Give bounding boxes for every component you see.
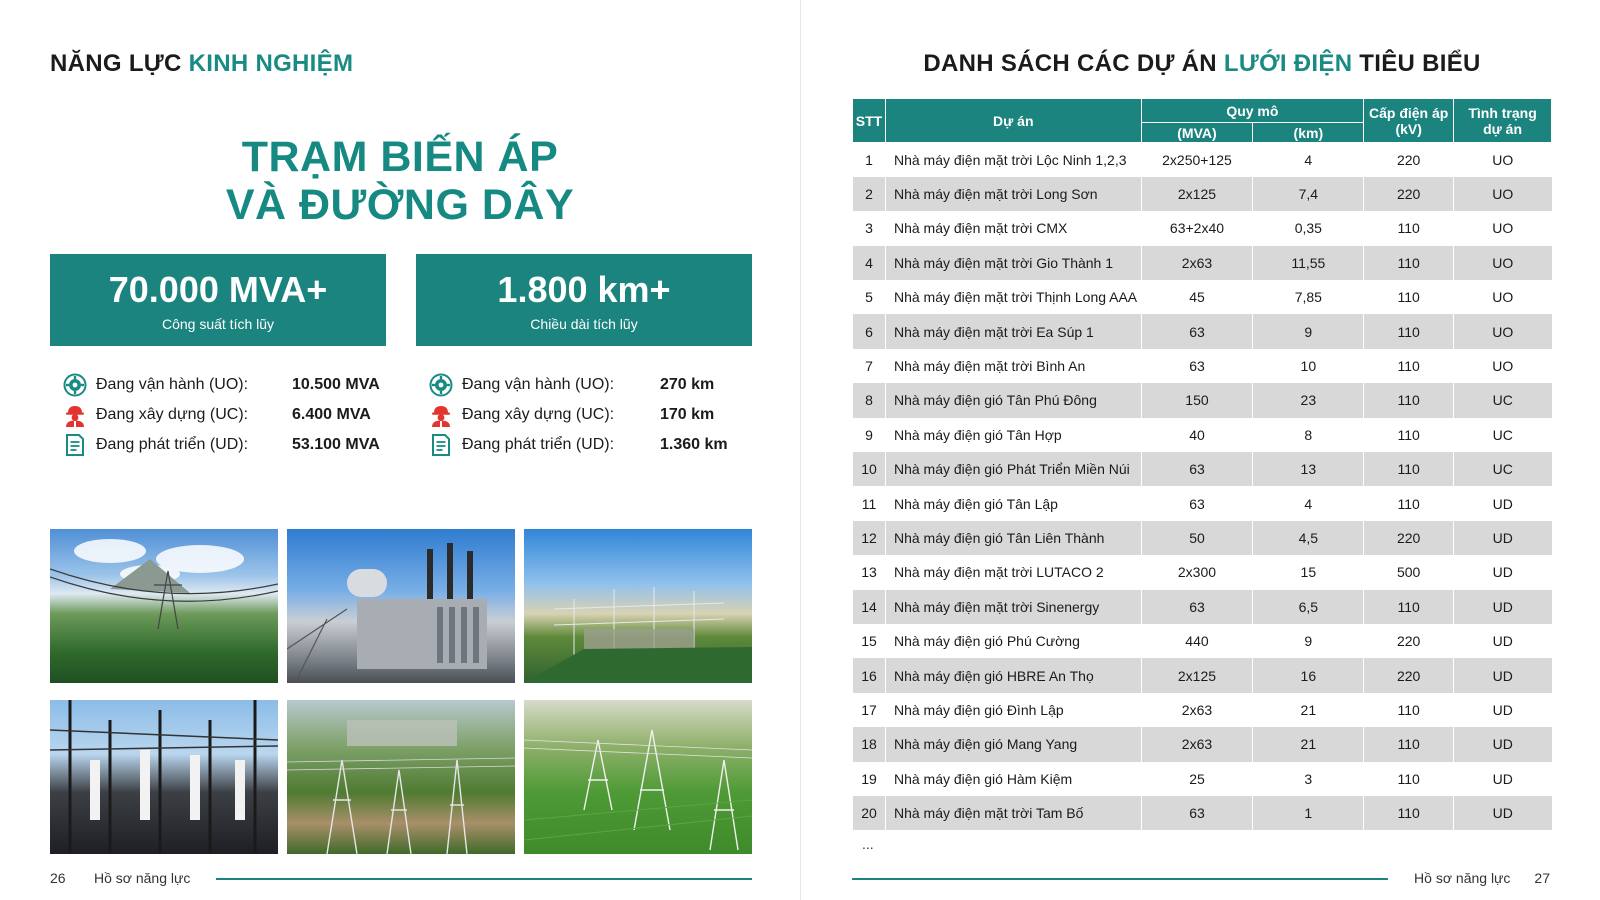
cell-stt: 2 [853,177,886,211]
footer-text: Hồ sơ năng lực [1414,870,1511,886]
section-title-part1: NĂNG LỰC [50,50,189,77]
cell-stt: 10 [853,452,886,486]
cell-km: 11,55 [1253,246,1364,280]
cell-voltage: 500 [1364,555,1454,589]
cell-mva: 2x63 [1141,693,1253,727]
cell-km: 6,5 [1253,590,1364,624]
cell-status: UD [1454,555,1552,589]
header-voltage [1364,99,1454,143]
cell-mva: 63 [1141,796,1253,830]
cell-voltage: 110 [1364,383,1454,417]
cell-status: UO [1454,280,1552,314]
cell-status: UD [1454,624,1552,658]
stat-box-label: Công suất tích lũy [161,316,275,332]
table-more-indicator: ... [862,836,874,852]
cell-mva: 440 [1141,624,1253,658]
cell-project-name: Nhà máy điện mặt trời Bình An [885,349,1141,383]
table-header-row [853,99,1552,123]
cell-stt: 11 [853,486,886,520]
table-row [853,727,1552,761]
cell-km: 7,4 [1253,177,1364,211]
cell-voltage: 110 [1364,314,1454,348]
stat-label: Đang phát triển (UD): [462,436,615,453]
photo-transmission-towers-hills [287,700,515,854]
cell-mva: 63 [1141,486,1253,520]
cell-stt: 20 [853,796,886,830]
table-row [853,177,1552,211]
table-row [853,521,1552,555]
cell-km: 3 [1253,762,1364,796]
cell-project-name: Nhà máy điện gió Tân Phú Đông [885,383,1141,417]
table-row [853,314,1552,348]
cell-stt: 15 [853,624,886,658]
stat-list-capacity [62,370,398,460]
stat-label: Đang vận hành (UO): [96,376,249,393]
cell-voltage: 220 [1364,624,1454,658]
photo-towers-rice-fields [524,700,752,854]
stat-value: 53.100 MVA [292,436,380,453]
stat-row-development [62,430,398,460]
cell-mva: 2x300 [1141,555,1253,589]
footer-text: Hồ sơ năng lực [94,870,191,886]
cell-km: 23 [1253,383,1364,417]
cell-km: 4 [1253,486,1364,520]
document-icon [428,432,454,458]
stat-value: 270 km [660,376,715,393]
cell-status: UD [1454,486,1552,520]
cell-voltage: 220 [1364,521,1454,555]
photo-high-voltage-equipment [50,700,278,854]
cell-km: 15 [1253,555,1364,589]
stat-label: Đang phát triển (UD): [96,436,249,453]
photo-mountain-power-lines [50,529,278,683]
stat-row-construction [428,400,764,430]
table-row [853,693,1552,727]
cell-mva: 63 [1141,452,1253,486]
cell-mva: 25 [1141,762,1253,796]
cell-voltage: 110 [1364,452,1454,486]
section-title-highlight: KINH NGHIỆM [188,50,354,77]
cell-mva: 63 [1141,590,1253,624]
table-row [853,762,1552,796]
cell-stt: 18 [853,727,886,761]
cell-status: UO [1454,246,1552,280]
cell-mva: 63 [1141,314,1253,348]
cell-status: UC [1454,383,1552,417]
cell-stt: 3 [853,211,886,245]
cell-project-name: Nhà máy điện mặt trời Ea Súp 1 [885,314,1141,348]
stat-label: Đang xây dựng (UC): [462,406,615,423]
cell-voltage: 110 [1364,727,1454,761]
cell-project-name: Nhà máy điện mặt trời Sinenergy [885,590,1141,624]
stat-row-operating [62,370,398,400]
cell-stt: 6 [853,314,886,348]
cell-km: 4,5 [1253,521,1364,555]
cell-mva: 63+2x40 [1141,211,1253,245]
cell-voltage: 110 [1364,762,1454,796]
page-number: 26 [50,870,66,886]
table-row [853,143,1552,177]
cell-status: UD [1454,521,1552,555]
cell-mva: 2x63 [1141,246,1253,280]
cell-km: 16 [1253,658,1364,692]
cell-voltage: 220 [1364,143,1454,177]
cell-stt: 19 [853,762,886,796]
table-row [853,383,1552,417]
cell-project-name: Nhà máy điện gió Mang Yang [885,727,1141,761]
cell-project-name: Nhà máy điện mặt trời CMX [885,211,1141,245]
table-row [853,280,1552,314]
footer-rule [216,878,752,880]
cell-km: 9 [1253,624,1364,658]
cell-voltage: 220 [1364,177,1454,211]
table-row [853,658,1552,692]
header-voltage-line2: (kV) [1395,120,1422,137]
table-row [853,624,1552,658]
projects-table [852,98,1552,830]
cell-voltage: 110 [1364,590,1454,624]
table-row [853,486,1552,520]
cell-km: 10 [1253,349,1364,383]
stat-value: 10.500 MVA [292,376,380,393]
table-row [853,796,1552,830]
cell-status: UO [1454,314,1552,348]
cell-voltage: 110 [1364,246,1454,280]
stat-box-label: Chiều dài tích lũy [530,316,638,332]
cell-voltage: 110 [1364,796,1454,830]
cell-voltage: 110 [1364,280,1454,314]
stat-row-construction [62,400,398,430]
footer-left [50,870,190,886]
stat-value: 170 km [660,406,715,423]
document-icon [62,432,88,458]
projects-table-body [853,143,1552,831]
header-project: Dự án [885,99,1141,143]
stat-value: 6.400 MVA [292,406,371,423]
cell-stt: 9 [853,418,886,452]
cell-stt: 1 [853,143,886,177]
cell-project-name: Nhà máy điện gió Tân Lập [885,486,1141,520]
cell-voltage: 110 [1364,211,1454,245]
worker-icon [428,402,454,428]
cell-status: UO [1454,143,1552,177]
cell-stt: 14 [853,590,886,624]
cell-stt: 16 [853,658,886,692]
stat-row-development [428,430,764,460]
header-status [1454,99,1552,143]
cell-status: UD [1454,693,1552,727]
cell-km: 21 [1253,693,1364,727]
stat-label: Đang vận hành (UO): [462,376,615,393]
project-list-title [852,50,1552,78]
cell-mva: 150 [1141,383,1253,417]
cell-km: 1 [1253,796,1364,830]
cell-project-name: Nhà máy điện gió HBRE An Thọ [885,658,1141,692]
cell-status: UO [1454,211,1552,245]
title-highlight: LƯỚI ĐIỆN [1223,50,1353,77]
cell-km: 0,35 [1253,211,1364,245]
cell-km: 13 [1253,452,1364,486]
table-row [853,590,1552,624]
cell-km: 9 [1253,314,1364,348]
hero-title-line1: TRẠM BIẾN ÁP [241,133,559,181]
table-row [853,211,1552,245]
cell-project-name: Nhà máy điện mặt trời LUTACO 2 [885,555,1141,589]
cell-mva: 63 [1141,349,1253,383]
stat-box-value: 1.800 km+ [497,269,671,310]
cell-mva: 45 [1141,280,1253,314]
header-stt: STT [853,99,886,143]
worker-icon [62,402,88,428]
cell-project-name: Nhà máy điện mặt trời Long Sơn [885,177,1141,211]
cell-stt: 8 [853,383,886,417]
cell-project-name: Nhà máy điện gió Hàm Kiệm [885,762,1141,796]
cell-km: 8 [1253,418,1364,452]
cell-project-name: Nhà máy điện gió Tân Hợp [885,418,1141,452]
page-number: 27 [1534,870,1550,886]
cell-status: UD [1454,590,1552,624]
table-row [853,349,1552,383]
cell-voltage: 110 [1364,418,1454,452]
cell-status: UD [1454,796,1552,830]
photo-substation-aerial [524,529,752,683]
cell-stt: 7 [853,349,886,383]
gear-icon [428,372,454,398]
hero-title-line2: VÀ ĐƯỜNG DÂY [225,181,575,229]
stat-row-operating [428,370,764,400]
cell-voltage: 110 [1364,693,1454,727]
photo-transformer [287,529,515,683]
footer-rule [852,878,1388,880]
cell-stt: 5 [853,280,886,314]
stat-label: Đang xây dựng (UC): [96,406,249,423]
cell-mva: 40 [1141,418,1253,452]
cell-voltage: 110 [1364,486,1454,520]
cell-status: UC [1454,452,1552,486]
stat-list-length [428,370,764,460]
header-km: (km) [1253,123,1364,143]
gear-icon [62,372,88,398]
cell-project-name: Nhà máy điện gió Phú Cường [885,624,1141,658]
stat-value: 1.360 km [660,436,728,453]
cell-status: UC [1454,418,1552,452]
cell-status: UO [1454,349,1552,383]
table-row [853,246,1552,280]
cell-project-name: Nhà máy điện gió Phát Triển Miền Núi [885,452,1141,486]
header-voltage-line1: Cấp điện áp [1368,104,1449,121]
cell-mva: 2x125 [1141,177,1253,211]
header-status-line1: Tình trạng [1468,104,1537,121]
cell-project-name: Nhà máy điện mặt trời Tam Bố [885,796,1141,830]
cell-km: 4 [1253,143,1364,177]
cell-project-name: Nhà máy điện gió Tân Liên Thành [885,521,1141,555]
header-scale: Quy mô [1141,99,1364,123]
table-row [853,555,1552,589]
cell-mva: 2x250+125 [1141,143,1253,177]
cell-project-name: Nhà máy điện mặt trời Lộc Ninh 1,2,3 [885,143,1141,177]
cell-status: UD [1454,762,1552,796]
cell-stt: 17 [853,693,886,727]
stat-box-capacity [50,254,386,346]
cell-project-name: Nhà máy điện gió Đình Lập [885,693,1141,727]
section-title [50,50,353,78]
stat-box-length [416,254,752,346]
cell-stt: 12 [853,521,886,555]
footer-right [1414,870,1550,886]
cell-voltage: 220 [1364,658,1454,692]
title-part3: TIÊU BIỂU [1352,50,1481,77]
header-status-line2: dự án [1483,120,1522,137]
cell-km: 21 [1253,727,1364,761]
cell-stt: 13 [853,555,886,589]
cell-mva: 2x125 [1141,658,1253,692]
cell-status: UD [1454,658,1552,692]
stat-box-value: 70.000 MVA+ [108,269,328,310]
cell-mva: 2x63 [1141,727,1253,761]
cell-project-name: Nhà máy điện mặt trời Thịnh Long AAA [885,280,1141,314]
cell-stt: 4 [853,246,886,280]
cell-voltage: 110 [1364,349,1454,383]
cell-status: UO [1454,177,1552,211]
header-mva: (MVA) [1141,123,1253,143]
cell-project-name: Nhà máy điện mặt trời Gio Thành 1 [885,246,1141,280]
cell-mva: 50 [1141,521,1253,555]
table-row [853,418,1552,452]
table-row [853,452,1552,486]
cell-status: UD [1454,727,1552,761]
title-part1: DANH SÁCH CÁC DỰ ÁN [923,50,1224,77]
cell-km: 7,85 [1253,280,1364,314]
